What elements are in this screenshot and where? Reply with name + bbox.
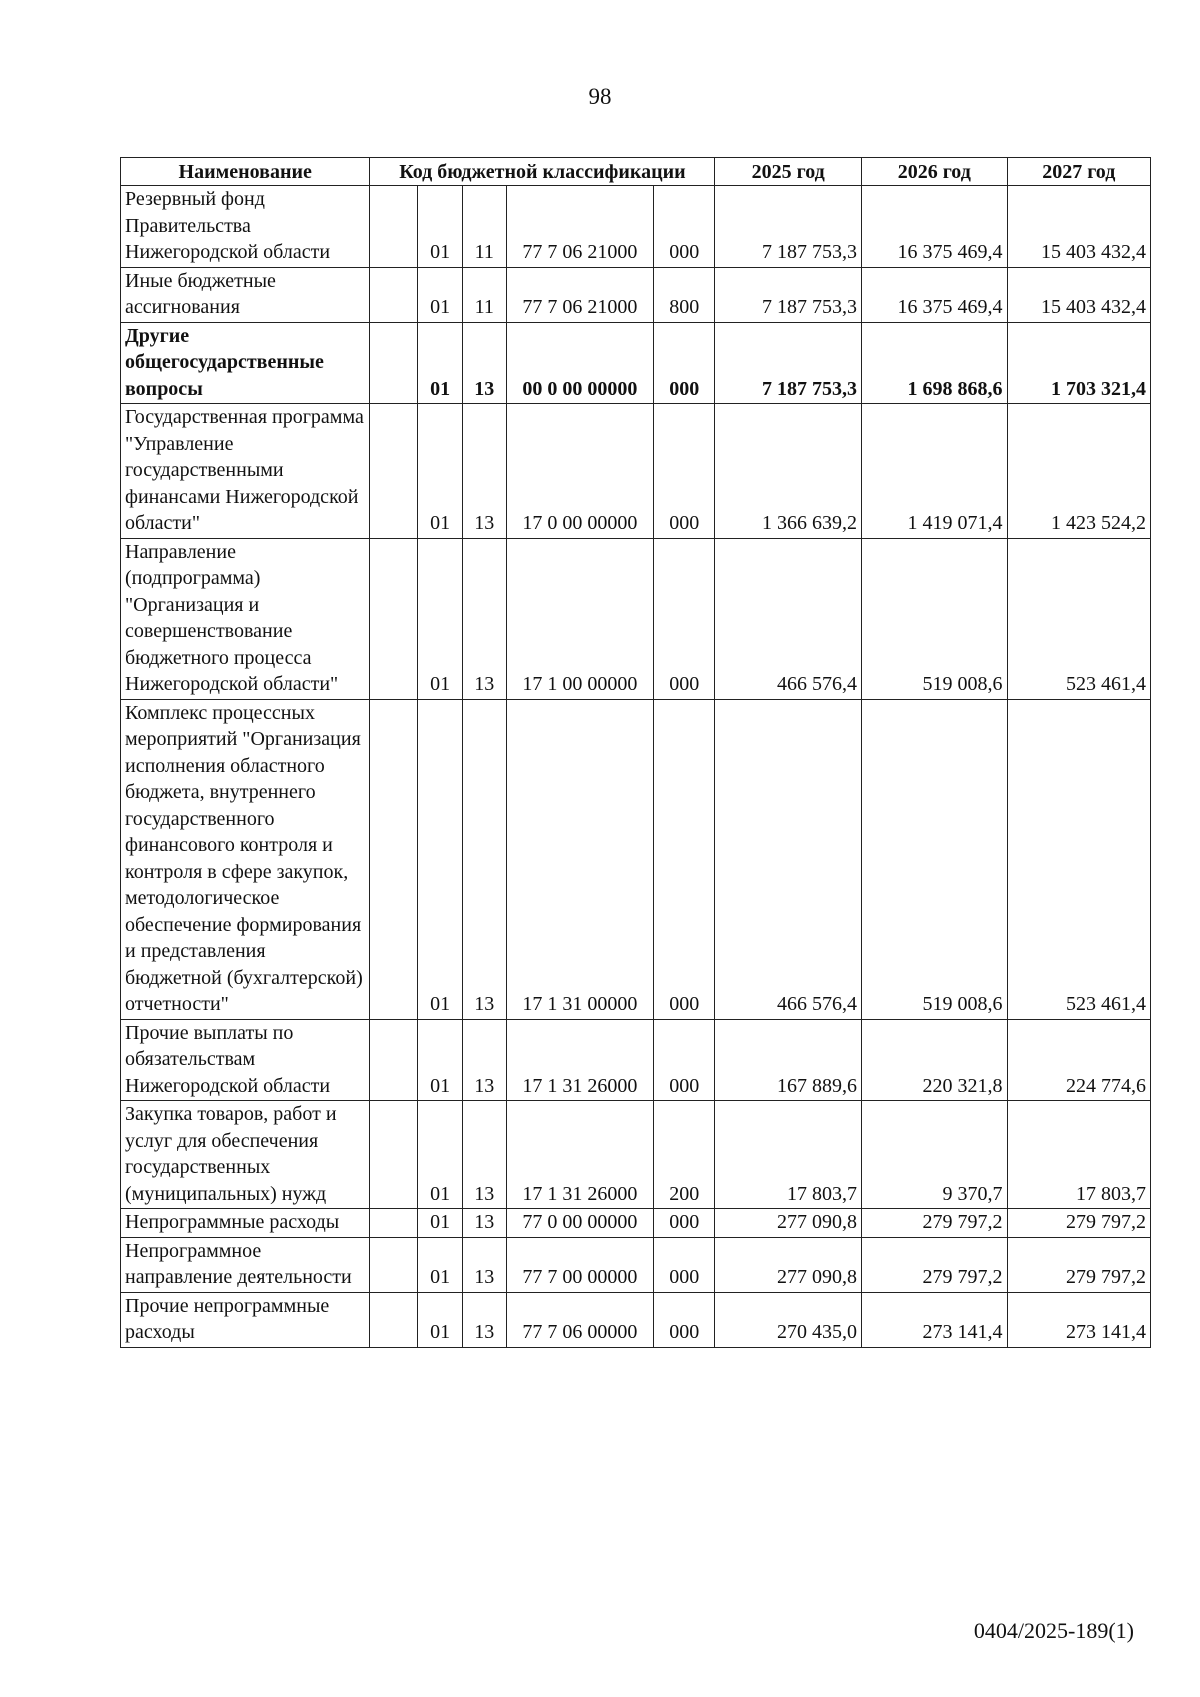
row-empty-cell (370, 1101, 418, 1209)
row-empty-cell (370, 538, 418, 699)
row-amount-2026: 9 370,7 (862, 1101, 1008, 1209)
row-amount-2025: 1 366 639,2 (715, 404, 862, 539)
row-target-article: 77 7 06 21000 (506, 267, 654, 322)
table-row (121, 538, 1151, 699)
row-name: Непрограммные расходы (121, 1209, 370, 1238)
row-name: Направление (подпрограмма) "Организация и совершенствование бюджетного процесса Нижегородской области" (121, 538, 370, 699)
row-subsection-code: 13 (462, 1019, 506, 1101)
header-code: Код бюджетной классификации (370, 158, 715, 186)
row-amount-2027: 273 141,4 (1007, 1292, 1151, 1347)
row-target-article: 17 1 31 26000 (506, 1019, 654, 1101)
row-amount-2026: 279 797,2 (862, 1209, 1008, 1238)
row-section-code: 01 (418, 322, 463, 404)
row-name: Резервный фонд Правительства Нижегородской области (121, 186, 370, 268)
row-target-article: 77 7 00 00000 (506, 1237, 654, 1292)
row-amount-2026: 519 008,6 (862, 538, 1008, 699)
row-name: Государственная программа "Управление государственными финансами Нижегородской области" (121, 404, 370, 539)
row-section-code: 01 (418, 1237, 463, 1292)
row-amount-2025: 277 090,8 (715, 1237, 862, 1292)
row-empty-cell (370, 1292, 418, 1347)
row-empty-cell (370, 267, 418, 322)
row-amount-2025: 466 576,4 (715, 538, 862, 699)
table-row (121, 1209, 1151, 1238)
row-amount-2026: 279 797,2 (862, 1237, 1008, 1292)
row-amount-2026: 16 375 469,4 (862, 186, 1008, 268)
row-amount-2027: 523 461,4 (1007, 699, 1151, 1019)
page-number: 98 (588, 84, 612, 109)
row-target-article: 77 0 00 00000 (506, 1209, 654, 1238)
row-target-article: 17 1 31 00000 (506, 699, 654, 1019)
row-section-code: 01 (418, 186, 463, 268)
row-name: Закупка товаров, работ и услуг для обеспечения государственных (муниципальных) нужд (121, 1101, 370, 1209)
row-subsection-code: 11 (462, 186, 506, 268)
row-amount-2025: 7 187 753,3 (715, 186, 862, 268)
table-row (121, 404, 1151, 539)
row-subsection-code: 13 (462, 404, 506, 539)
table-row (121, 267, 1151, 322)
table-row (121, 186, 1151, 268)
table-row (121, 1101, 1151, 1209)
row-name: Другие общегосударственные вопросы (121, 322, 370, 404)
row-target-article: 77 7 06 21000 (506, 186, 654, 268)
row-amount-2025: 167 889,6 (715, 1019, 862, 1101)
row-name: Непрограммное направление деятельности (121, 1237, 370, 1292)
row-amount-2025: 17 803,7 (715, 1101, 862, 1209)
row-empty-cell (370, 1209, 418, 1238)
table-row (121, 699, 1151, 1019)
table-header-row (121, 158, 1151, 186)
row-section-code: 01 (418, 267, 463, 322)
table-row (121, 1237, 1151, 1292)
row-amount-2027: 523 461,4 (1007, 538, 1151, 699)
row-amount-2027: 15 403 432,4 (1007, 186, 1151, 268)
row-expense-type: 000 (654, 186, 715, 268)
row-amount-2027: 279 797,2 (1007, 1209, 1151, 1238)
row-section-code: 01 (418, 404, 463, 539)
row-amount-2027: 279 797,2 (1007, 1237, 1151, 1292)
document-reference: 0404/2025-189(1) (973, 1618, 1134, 1643)
row-empty-cell (370, 186, 418, 268)
row-empty-cell (370, 699, 418, 1019)
row-amount-2025: 7 187 753,3 (715, 322, 862, 404)
row-subsection-code: 11 (462, 267, 506, 322)
row-amount-2026: 16 375 469,4 (862, 267, 1008, 322)
row-amount-2025: 277 090,8 (715, 1209, 862, 1238)
header-2026: 2026 год (862, 158, 1008, 186)
row-target-article: 17 1 31 26000 (506, 1101, 654, 1209)
row-expense-type: 000 (654, 1209, 715, 1238)
row-expense-type: 000 (654, 404, 715, 539)
row-target-article: 17 1 00 00000 (506, 538, 654, 699)
row-subsection-code: 13 (462, 1209, 506, 1238)
header-2027: 2027 год (1007, 158, 1151, 186)
row-amount-2026: 220 321,8 (862, 1019, 1008, 1101)
table-row (121, 322, 1151, 404)
budget-table (120, 157, 1151, 1348)
row-expense-type: 800 (654, 267, 715, 322)
row-target-article: 00 0 00 00000 (506, 322, 654, 404)
row-subsection-code: 13 (462, 1101, 506, 1209)
row-section-code: 01 (418, 1101, 463, 1209)
table-body (121, 186, 1151, 1348)
row-name: Прочие непрограммные расходы (121, 1292, 370, 1347)
row-empty-cell (370, 322, 418, 404)
row-expense-type: 000 (654, 1019, 715, 1101)
row-expense-type: 000 (654, 699, 715, 1019)
row-expense-type: 200 (654, 1101, 715, 1209)
header-name: Наименование (121, 158, 370, 186)
row-expense-type: 000 (654, 1237, 715, 1292)
row-section-code: 01 (418, 538, 463, 699)
row-amount-2027: 1 423 524,2 (1007, 404, 1151, 539)
row-target-article: 17 0 00 00000 (506, 404, 654, 539)
row-expense-type: 000 (654, 322, 715, 404)
row-expense-type: 000 (654, 1292, 715, 1347)
row-amount-2025: 7 187 753,3 (715, 267, 862, 322)
row-amount-2027: 1 703 321,4 (1007, 322, 1151, 404)
row-subsection-code: 13 (462, 1237, 506, 1292)
row-section-code: 01 (418, 699, 463, 1019)
row-subsection-code: 13 (462, 538, 506, 699)
row-amount-2025: 466 576,4 (715, 699, 862, 1019)
row-section-code: 01 (418, 1292, 463, 1347)
row-name: Иные бюджетные ассигнования (121, 267, 370, 322)
table-row (121, 1292, 1151, 1347)
row-subsection-code: 13 (462, 1292, 506, 1347)
row-section-code: 01 (418, 1209, 463, 1238)
row-section-code: 01 (418, 1019, 463, 1101)
row-amount-2026: 519 008,6 (862, 699, 1008, 1019)
row-empty-cell (370, 1019, 418, 1101)
row-amount-2027: 15 403 432,4 (1007, 267, 1151, 322)
row-target-article: 77 7 06 00000 (506, 1292, 654, 1347)
row-expense-type: 000 (654, 538, 715, 699)
row-amount-2026: 1 419 071,4 (862, 404, 1008, 539)
row-subsection-code: 13 (462, 699, 506, 1019)
row-amount-2027: 17 803,7 (1007, 1101, 1151, 1209)
header-2025: 2025 год (715, 158, 862, 186)
table-row (121, 1019, 1151, 1101)
row-subsection-code: 13 (462, 322, 506, 404)
row-amount-2026: 1 698 868,6 (862, 322, 1008, 404)
row-name: Прочие выплаты по обязательствам Нижегородской области (121, 1019, 370, 1101)
row-name: Комплекс процессных мероприятий "Организация исполнения областного бюджета, внутреннего государственного финансового контроля и контроля в сфере закупок, методологическое обеспечение формирования и представления бюджетной (бухгалтерской) отчетности" (121, 699, 370, 1019)
row-amount-2027: 224 774,6 (1007, 1019, 1151, 1101)
row-empty-cell (370, 404, 418, 539)
row-empty-cell (370, 1237, 418, 1292)
row-amount-2026: 273 141,4 (862, 1292, 1008, 1347)
row-amount-2025: 270 435,0 (715, 1292, 862, 1347)
